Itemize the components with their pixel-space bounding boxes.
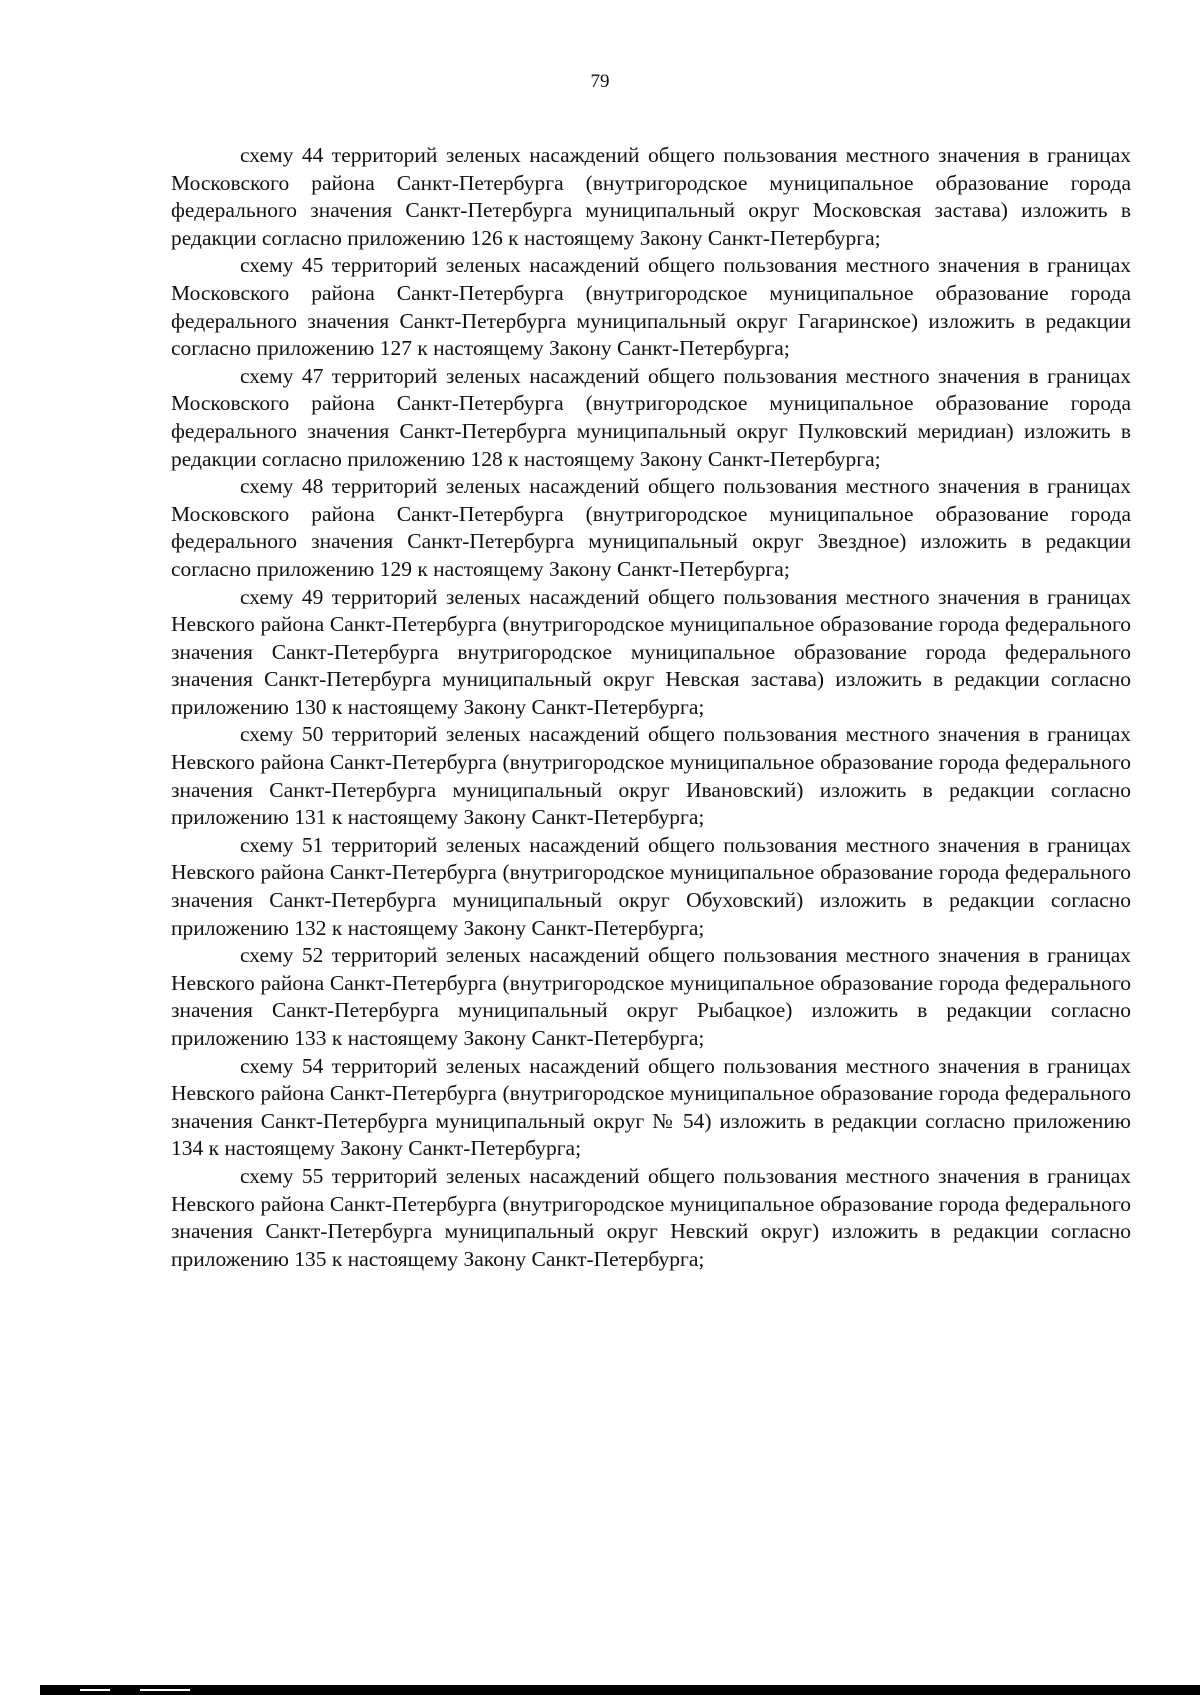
paragraph-scheme-44: схему 44 территорий зеленых насаждений общего пользования местного значения в границах Московского района Санкт-Петербурга (внутригородское муниципальное образование города федерального значения Санкт-Петербурга муниципальный округ Московская застава) изложить в редакции согласно приложению 126 к настоящему Закону Санкт-Петербурга; (171, 143, 1131, 250)
paragraph-scheme-55: схему 55 территорий зеленых насаждений общего пользования местного значения в границах Невского района Санкт-Петербурга (внутригородское муниципальное образование города федерального значения Санкт-Петербурга муниципальный округ Невский округ) изложить в редакции согласно приложению 135 к настоящему Закону Санкт-Петербурга; (171, 1163, 1131, 1271)
scan-edge-gap (140, 1689, 190, 1691)
paragraph-scheme-47: схему 47 территорий зеленых насаждений общего пользования местного значения в границах Московского района Санкт-Петербурга (внутригородское муниципальное образование города федерального значения Санкт-Петербурга муниципальный округ Пулковский меридиан) изложить в редакции согласно приложению 128 к настоящему Закону Санкт-Петербурга; (171, 363, 1131, 471)
page-number: 79 (590, 71, 610, 92)
paragraph-scheme-51: схему 51 территорий зеленых насаждений общего пользования местного значения в границах Невского района Санкт-Петербурга (внутригородское муниципальное образование города федерального значения Санкт-Петербурга муниципальный округ Обуховский) изложить в редакции согласно приложению 132 к настоящему Закону Санкт-Петербурга; (171, 832, 1131, 940)
document-body (171, 142, 1131, 1273)
scan-bottom-edge (40, 1685, 1200, 1695)
paragraph-scheme-45: схему 45 территорий зеленых насаждений общего пользования местного значения в границах Московского района Санкт-Петербурга (внутригородское муниципальное образование города федерального значения Санкт-Петербурга муниципальный округ Гагаринское) изложить в редакции согласно приложению 127 к настоящему Закону Санкт-Петербурга; (171, 253, 1131, 361)
paragraph-scheme-52: схему 52 территорий зеленых насаждений общего пользования местного значения в границах Невского района Санкт-Петербурга (внутригородское муниципальное образование города федерального значения Санкт-Петербурга муниципальный округ Рыбацкое) изложить в редакции согласно приложению 133 к настоящему Закону Санкт-Петербурга; (171, 943, 1131, 1050)
scan-edge-gap (80, 1689, 110, 1691)
paragraph-scheme-50: схему 50 территорий зеленых насаждений общего пользования местного значения в границах Невского района Санкт-Петербурга (внутригородское муниципальное образование города федерального значения Санкт-Петербурга муниципальный округ Ивановский) изложить в редакции согласно приложению 131 к настоящему Закону Санкт-Петербурга; (171, 722, 1131, 830)
paragraph-scheme-48: схему 48 территорий зеленых насаждений общего пользования местного значения в границах Московского района Санкт-Петербурга (внутригородское муниципальное образование города федерального значения Санкт-Петербурга муниципальный округ Звездное) изложить в редакции согласно приложению 129 к настоящему Закону Санкт-Петербурга; (171, 474, 1131, 581)
paragraph-scheme-54: схему 54 территорий зеленых насаждений общего пользования местного значения в границах Невского района Санкт-Петербурга (внутригородское муниципальное образование города федерального значения Санкт-Петербурга муниципальный округ № 54) изложить в редакции согласно приложению 134 к настоящему Закону Санкт-Петербурга; (171, 1053, 1131, 1161)
paragraph-scheme-49: схему 49 территорий зеленых насаждений общего пользования местного значения в границах Невского района Санкт-Петербурга (внутригородское муниципальное образование города федерального значения Санкт-Петербурга внутригородское муниципальное образование города федерального значения Санкт-Петербурга муниципальный округ Невская застава) изложить в редакции согласно приложению 130 к настоящему Закону Санкт-Петербурга; (171, 584, 1131, 719)
